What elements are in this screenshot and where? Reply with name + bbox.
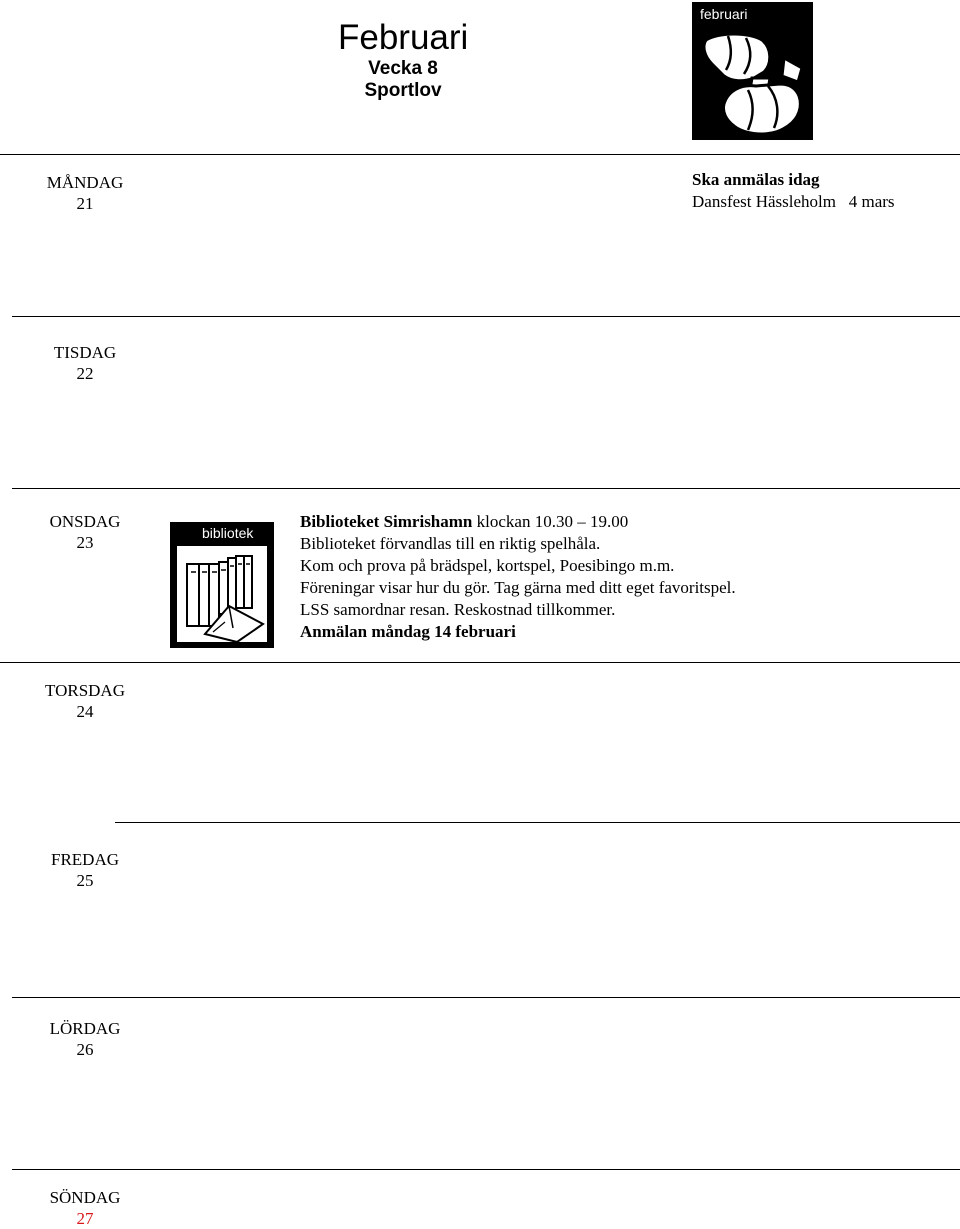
divider — [12, 316, 960, 317]
day-saturday — [10, 1018, 160, 1060]
boxing-gloves-icon — [698, 28, 808, 136]
library-badge-label: bibliotek — [202, 525, 254, 541]
day-number: 23 — [76, 533, 94, 552]
divider — [0, 154, 960, 155]
event-line: Biblioteket förvandlas till en riktig spelhåla. — [300, 534, 601, 553]
day-name: ONSDAG — [49, 512, 121, 531]
event-signup: Anmälan måndag 14 februari — [300, 622, 516, 641]
day-thursday — [10, 680, 160, 722]
day-number: 25 — [76, 871, 94, 890]
event-time: klockan 10.30 – 19.00 — [472, 512, 629, 531]
day-name: MÅNDAG — [46, 173, 124, 192]
day-number: 21 — [76, 194, 94, 213]
day-name: FREDAG — [50, 850, 119, 869]
event-line: Kom och prova på brädspel, kortspel, Poesibingo m.m. — [300, 556, 675, 575]
february-badge — [692, 2, 813, 140]
day-number: 26 — [76, 1040, 94, 1059]
day-monday — [10, 172, 160, 214]
library-frame — [177, 546, 267, 642]
event-text: Dansfest Hässleholm 4 mars — [692, 192, 895, 211]
wednesday-event — [300, 511, 736, 643]
event-place: Biblioteket Simrishamn — [300, 512, 473, 531]
day-number: 27 — [76, 1209, 94, 1228]
divider — [115, 822, 960, 823]
divider — [12, 488, 960, 489]
february-badge-label: februari — [700, 6, 748, 22]
divider — [0, 662, 960, 663]
day-number: 24 — [76, 702, 94, 721]
day-wednesday — [10, 511, 160, 553]
day-sunday — [10, 1187, 160, 1229]
page-title: Februari — [338, 18, 469, 57]
day-name: SÖNDAG — [49, 1188, 121, 1207]
event-line: LSS samordnar resan. Reskostnad tillkommer. — [300, 600, 616, 619]
monday-event — [692, 169, 895, 213]
holiday-label: Sportlov — [364, 80, 442, 101]
event-heading: Ska anmälas idag — [692, 170, 820, 189]
divider — [12, 1169, 960, 1170]
library-badge — [170, 522, 274, 648]
day-tuesday — [10, 342, 160, 384]
divider — [12, 997, 960, 998]
day-friday — [10, 849, 160, 891]
books-icon — [177, 546, 267, 642]
day-name: TISDAG — [53, 343, 117, 362]
day-number: 22 — [76, 364, 94, 383]
day-name: LÖRDAG — [49, 1019, 121, 1038]
day-name: TORSDAG — [45, 681, 125, 700]
event-line: Föreningar visar hur du gör. Tag gärna med ditt eget favoritspel. — [300, 578, 736, 597]
week-label: Vecka 8 — [368, 58, 438, 79]
